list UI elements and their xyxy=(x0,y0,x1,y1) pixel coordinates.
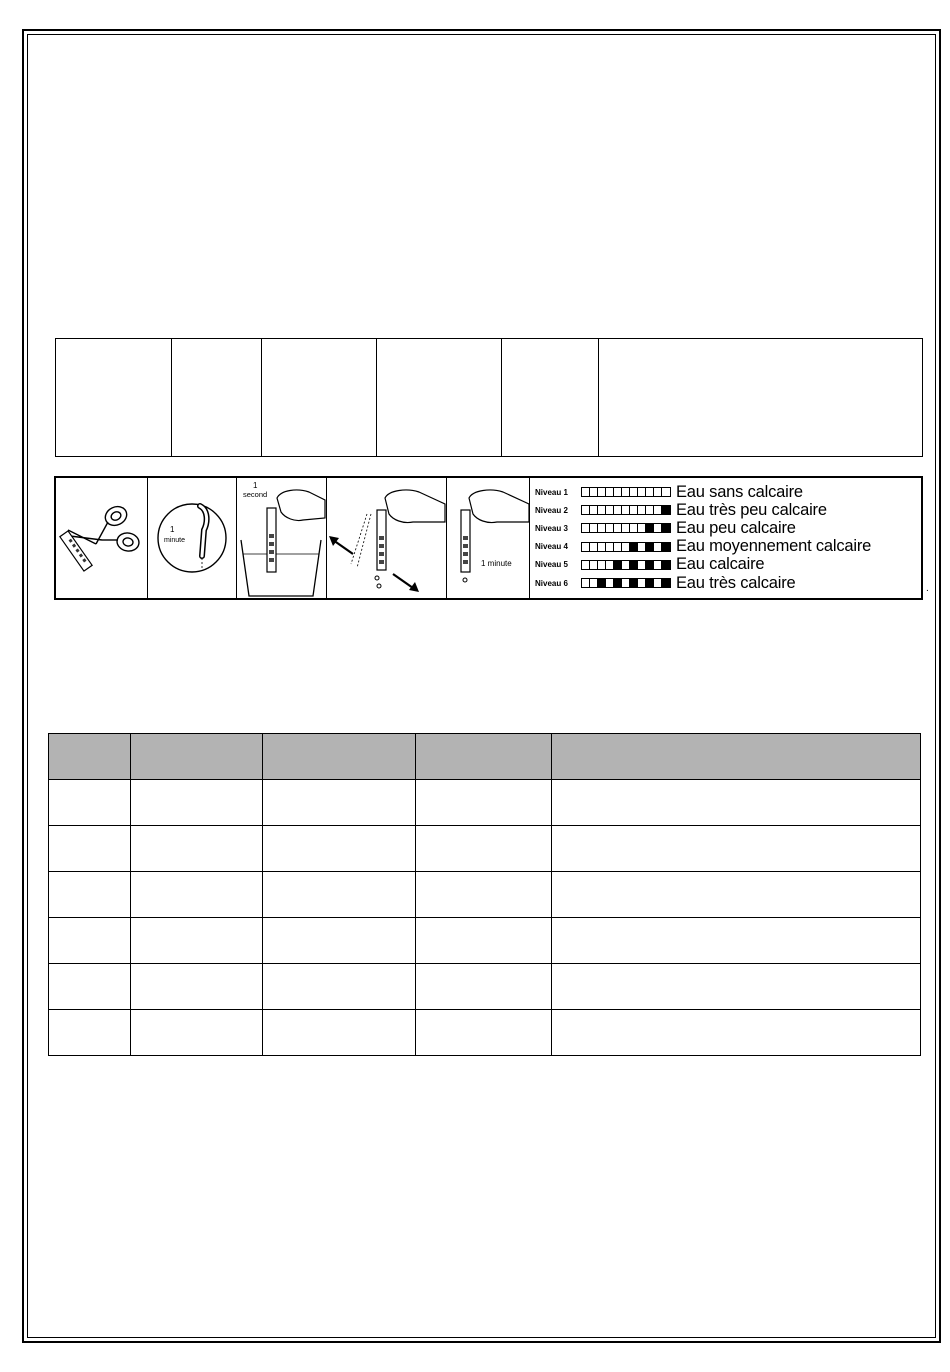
scale-cell xyxy=(646,543,654,551)
shake-icon xyxy=(327,478,446,598)
scale-cell xyxy=(598,543,606,551)
color-scale-bar xyxy=(581,542,671,552)
scale-cell xyxy=(638,543,646,551)
scale-cell xyxy=(606,543,614,551)
scale-cell xyxy=(630,506,638,514)
table-cell xyxy=(262,339,377,457)
color-scale-bar xyxy=(581,505,671,515)
table-cell xyxy=(172,339,262,457)
table-cell xyxy=(56,339,172,457)
page-border-inner xyxy=(27,34,936,1338)
faucet-icon xyxy=(148,478,236,598)
scale-cell xyxy=(598,561,606,569)
scale-cell xyxy=(582,561,590,569)
panel-shake-strip xyxy=(327,478,447,598)
table-cell xyxy=(49,1010,131,1056)
scale-cell xyxy=(614,543,622,551)
table-row xyxy=(49,1010,921,1056)
table-row xyxy=(49,918,921,964)
table-cell xyxy=(552,964,921,1010)
scale-cell xyxy=(614,579,622,587)
scale-cell xyxy=(654,488,662,496)
legend-row xyxy=(535,538,921,556)
scale-cell xyxy=(622,488,630,496)
table-cell xyxy=(263,1010,416,1056)
table-row xyxy=(49,780,921,826)
scale-cell xyxy=(638,524,646,532)
scale-cell xyxy=(582,524,590,532)
table-row xyxy=(49,964,921,1010)
scale-cell xyxy=(606,579,614,587)
table-cell xyxy=(49,780,131,826)
duration-label: 1 minute xyxy=(481,559,512,568)
scale-cell xyxy=(662,561,670,569)
scale-cell xyxy=(590,579,598,587)
table-cell xyxy=(49,964,131,1010)
table-cell xyxy=(502,339,599,457)
table-cell xyxy=(377,339,502,457)
legend-row xyxy=(535,574,921,592)
table-cell xyxy=(131,1010,263,1056)
scale-cell xyxy=(646,561,654,569)
scale-cell xyxy=(638,506,646,514)
panel-wait xyxy=(447,478,530,598)
scale-cell xyxy=(638,579,646,587)
scale-cell xyxy=(654,579,662,587)
scale-cell xyxy=(606,488,614,496)
scale-cell xyxy=(622,561,630,569)
column-header xyxy=(263,734,416,780)
scale-cell xyxy=(598,506,606,514)
scale-cell xyxy=(590,506,598,514)
scale-cell xyxy=(614,561,622,569)
scale-cell xyxy=(606,524,614,532)
table-cell xyxy=(131,918,263,964)
level-description: Eau peu calcaire xyxy=(676,518,796,537)
level-label: Niveau 2 xyxy=(535,505,568,515)
color-scale-bar xyxy=(581,523,671,533)
column-header xyxy=(49,734,131,780)
table-cell xyxy=(416,964,552,1010)
scale-cell xyxy=(662,543,670,551)
scale-cell xyxy=(622,543,630,551)
table-cell xyxy=(49,872,131,918)
level-label: Niveau 4 xyxy=(535,542,568,552)
scale-cell xyxy=(590,524,598,532)
scale-cell xyxy=(590,488,598,496)
legend-row xyxy=(535,519,921,537)
scale-cell xyxy=(646,488,654,496)
scale-cell xyxy=(614,488,622,496)
scale-cell xyxy=(630,579,638,587)
scale-cell xyxy=(638,561,646,569)
table-cell xyxy=(552,780,921,826)
column-header xyxy=(416,734,552,780)
scale-cell xyxy=(606,506,614,514)
scale-cell xyxy=(590,561,598,569)
table-cell xyxy=(131,964,263,1010)
table-cell xyxy=(49,918,131,964)
duration-unit: minute xyxy=(164,537,186,544)
level-label: Niveau 1 xyxy=(535,487,568,497)
panel-run-water xyxy=(148,478,237,598)
table-cell xyxy=(263,872,416,918)
level-label: Niveau 5 xyxy=(535,560,568,570)
color-scale-bar xyxy=(581,487,671,497)
scale-cell xyxy=(598,579,606,587)
color-scale-bar xyxy=(581,578,671,588)
table-cell xyxy=(416,1010,552,1056)
level-description: Eau sans calcaire xyxy=(676,482,803,501)
table-cell xyxy=(263,826,416,872)
scale-cell xyxy=(646,579,654,587)
table-cell xyxy=(552,872,921,918)
table-row xyxy=(49,872,921,918)
scale-cell xyxy=(630,488,638,496)
scale-cell xyxy=(582,543,590,551)
scale-cell xyxy=(630,524,638,532)
scale-cell xyxy=(614,506,622,514)
table-cell xyxy=(263,780,416,826)
scale-cell xyxy=(622,524,630,532)
scale-cell xyxy=(582,506,590,514)
level-description: Eau calcaire xyxy=(676,555,765,574)
legend-row xyxy=(535,556,921,574)
duration-unit: second xyxy=(243,490,268,499)
level-description: Eau très peu calcaire xyxy=(676,500,827,519)
column-header xyxy=(552,734,921,780)
table-cell xyxy=(49,826,131,872)
scale-cell xyxy=(630,543,638,551)
scale-cell xyxy=(582,488,590,496)
table-cell xyxy=(131,826,263,872)
table-cell xyxy=(131,780,263,826)
scale-cell xyxy=(606,561,614,569)
scale-cell xyxy=(646,524,654,532)
column-header xyxy=(131,734,263,780)
scale-cell xyxy=(614,524,622,532)
panel-cut-strip xyxy=(56,478,148,598)
wait-icon xyxy=(447,478,529,598)
trailing-mark: . xyxy=(926,583,929,594)
scale-cell xyxy=(662,506,670,514)
table-cell xyxy=(552,1010,921,1056)
dip-glass-icon xyxy=(237,478,326,598)
table-row xyxy=(49,826,921,872)
top-table xyxy=(55,338,923,457)
scale-cell xyxy=(622,506,630,514)
bottom-table xyxy=(48,733,921,1056)
scale-cell xyxy=(654,524,662,532)
scale-cell xyxy=(598,524,606,532)
table-cell xyxy=(552,826,921,872)
table-cell xyxy=(416,780,552,826)
hardness-legend xyxy=(530,478,921,598)
legend-row xyxy=(535,483,921,501)
scale-cell xyxy=(590,543,598,551)
table-header-row xyxy=(49,734,921,780)
scale-cell xyxy=(582,579,590,587)
table-cell xyxy=(416,918,552,964)
scissors-icon xyxy=(56,478,147,598)
level-label: Niveau 6 xyxy=(535,578,568,588)
scale-cell xyxy=(646,506,654,514)
scale-cell xyxy=(598,488,606,496)
color-scale-bar xyxy=(581,560,671,570)
table-cell xyxy=(263,964,416,1010)
table-cell xyxy=(552,918,921,964)
scale-cell xyxy=(654,506,662,514)
duration-number: 1 xyxy=(170,525,175,534)
legend-row xyxy=(535,501,921,519)
panel-dip-strip xyxy=(237,478,327,598)
scale-cell xyxy=(654,543,662,551)
table-row xyxy=(56,339,923,457)
table-cell xyxy=(263,918,416,964)
scale-cell xyxy=(662,488,670,496)
level-label: Niveau 3 xyxy=(535,523,568,533)
scale-cell xyxy=(622,579,630,587)
instruction-strip xyxy=(54,476,923,600)
scale-cell xyxy=(638,488,646,496)
table-cell xyxy=(131,872,263,918)
table-cell xyxy=(599,339,923,457)
duration-number: 1 xyxy=(253,481,258,490)
table-cell xyxy=(416,826,552,872)
level-description: Eau très calcaire xyxy=(676,573,796,592)
table-cell xyxy=(416,872,552,918)
scale-cell xyxy=(662,579,670,587)
scale-cell xyxy=(662,524,670,532)
scale-cell xyxy=(654,561,662,569)
level-description: Eau moyennement calcaire xyxy=(676,537,872,556)
scale-cell xyxy=(630,561,638,569)
